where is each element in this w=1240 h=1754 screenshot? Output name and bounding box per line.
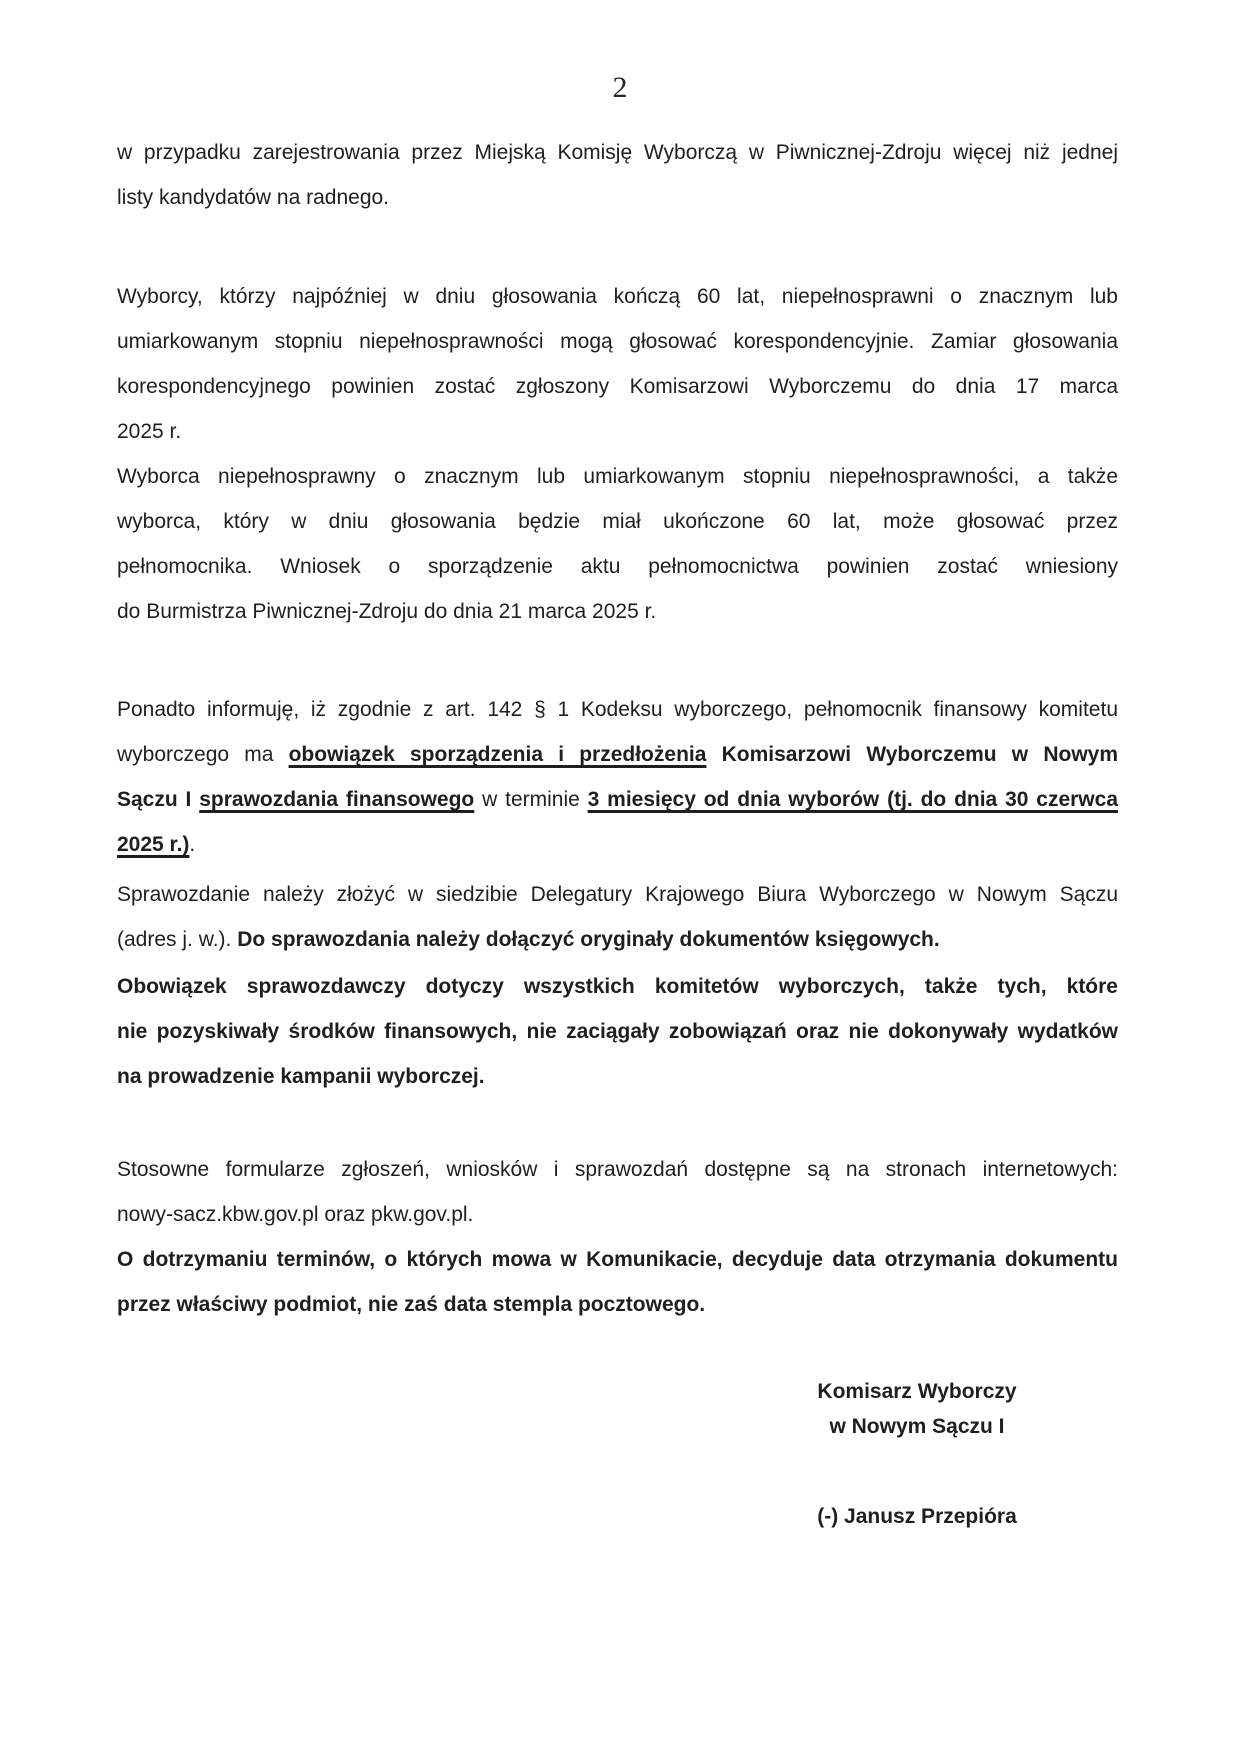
text-line — [117, 409, 1118, 454]
paragraph — [117, 1237, 1118, 1327]
text-line — [117, 1192, 1118, 1237]
text-segment: na prowadzenie kampanii wyborczej. — [117, 1065, 485, 1088]
text-segment: korespondencyjnego powinien zostać zgłoszony Komisarzowi Wyborczemu do dnia 17 marca — [117, 375, 1118, 398]
text-segment: Do sprawozdania należy dołączyć oryginały dokumentów księgowych. — [237, 928, 940, 951]
text-segment: Stosowne formularze zgłoszeń, wniosków i sprawozdań dostępne są na stronach internetowych: — [117, 1158, 1118, 1181]
text-segment: pełnomocnika. Wniosek o sporządzenie aktu pełnomocnictwa powinien zostać wniesiony — [117, 555, 1118, 578]
text-segment: umiarkowanym stopniu niepełnosprawności mogą głosować korespondencyjnie. Zamiar głosowania — [117, 330, 1118, 353]
text-line — [117, 499, 1118, 544]
paragraph — [117, 872, 1118, 962]
paragraph — [117, 964, 1118, 1099]
text-segment: Sączu I — [117, 788, 200, 811]
signature-title-line-1: Komisarz Wyborczy — [817, 1380, 1017, 1403]
text-line — [117, 1054, 1118, 1099]
text-segment: przez właściwy podmiot, nie zaś data stempla pocztowego. — [117, 1293, 706, 1316]
text-line — [117, 917, 1118, 962]
text-segment: nie pozyskiwały środków finansowych, nie zaciągały zobowiązań oraz nie dokonywały wydatków — [117, 1020, 1118, 1043]
text-line — [117, 274, 1118, 319]
text-line — [117, 175, 1118, 220]
paragraph — [117, 687, 1118, 867]
text-line — [117, 589, 1118, 634]
text-line — [117, 1282, 1118, 1327]
text-segment: wyborczego ma — [117, 743, 289, 766]
text-line — [117, 964, 1118, 1009]
text-segment: 2025 r.) — [117, 833, 190, 856]
signature-name: (-) Janusz Przepióra — [817, 1505, 1017, 1528]
paragraph — [117, 454, 1118, 634]
text-segment: nowy-sacz.kbw.gov.pl oraz pkw.gov.pl. — [117, 1203, 474, 1226]
text-segment: (adres j. w.). — [117, 928, 238, 951]
text-line — [117, 1237, 1118, 1282]
text-line — [117, 319, 1118, 364]
text-line — [117, 872, 1118, 917]
text-segment: Wyborcy, którzy najpóźniej w dniu głosowania kończą 60 lat, niepełnosprawni o znacznym lub — [117, 285, 1118, 308]
paragraph — [117, 1147, 1118, 1237]
text-segment: sprawozdania finansowego — [199, 788, 475, 811]
paragraph — [117, 274, 1118, 454]
signature-title — [737, 1374, 1097, 1444]
text-line — [117, 454, 1118, 499]
text-segment: w terminie — [474, 788, 588, 811]
paragraph — [117, 130, 1118, 220]
text-line — [117, 732, 1118, 777]
text-segment: Komisarzowi Wyborczemu w Nowym — [706, 743, 1119, 766]
text-segment: listy kandydatów na radnego. — [117, 186, 390, 209]
text-line — [117, 687, 1118, 732]
text-line — [117, 1147, 1118, 1192]
text-line — [117, 777, 1118, 822]
text-line — [117, 1009, 1118, 1054]
text-segment: 2025 r. — [117, 420, 182, 443]
signature-title-line-2: w Nowym Sączu I — [829, 1415, 1005, 1438]
text-segment: do Burmistrza Piwnicznej-Zdroju do dnia 21 marca 2025 r. — [117, 600, 657, 623]
text-line — [117, 544, 1118, 589]
text-line — [117, 822, 1118, 867]
text-line — [117, 130, 1118, 175]
text-segment: w przypadku zarejestrowania przez Miejską Komisję Wyborczą w Piwnicznej-Zdroju więcej niż jednej — [117, 141, 1118, 164]
text-segment: O dotrzymaniu terminów, o których mowa w Komunikacie, decyduje data otrzymania dokumentu — [117, 1248, 1118, 1271]
text-segment: wyborca, który w dniu głosowania będzie miał ukończone 60 lat, może głosować przez — [117, 510, 1118, 533]
page-number: 2 — [612, 71, 628, 104]
text-segment: Obowiązek sprawozdawczy dotyczy wszystkich komitetów wyborczych, także tych, które — [117, 975, 1118, 998]
text-line — [117, 364, 1118, 409]
text-segment: obowiązek sporządzenia i przedłożenia — [288, 743, 707, 766]
text-segment: Wyborca niepełnosprawny o znacznym lub umiarkowanym stopniu niepełnosprawności, a także — [117, 465, 1118, 488]
text-segment: 3 miesięcy od dnia wyborów (tj. do dnia 30 czerwca — [587, 788, 1118, 811]
text-segment: Sprawozdanie należy złożyć w siedzibie Delegatury Krajowego Biura Wyborczego w Nowym Sączu — [117, 883, 1118, 906]
text-segment: Ponadto informuję, iż zgodnie z art. 142 § 1 Kodeksu wyborczego, pełnomocnik finansowy komitetu — [117, 698, 1118, 721]
text-segment: . — [189, 833, 196, 856]
